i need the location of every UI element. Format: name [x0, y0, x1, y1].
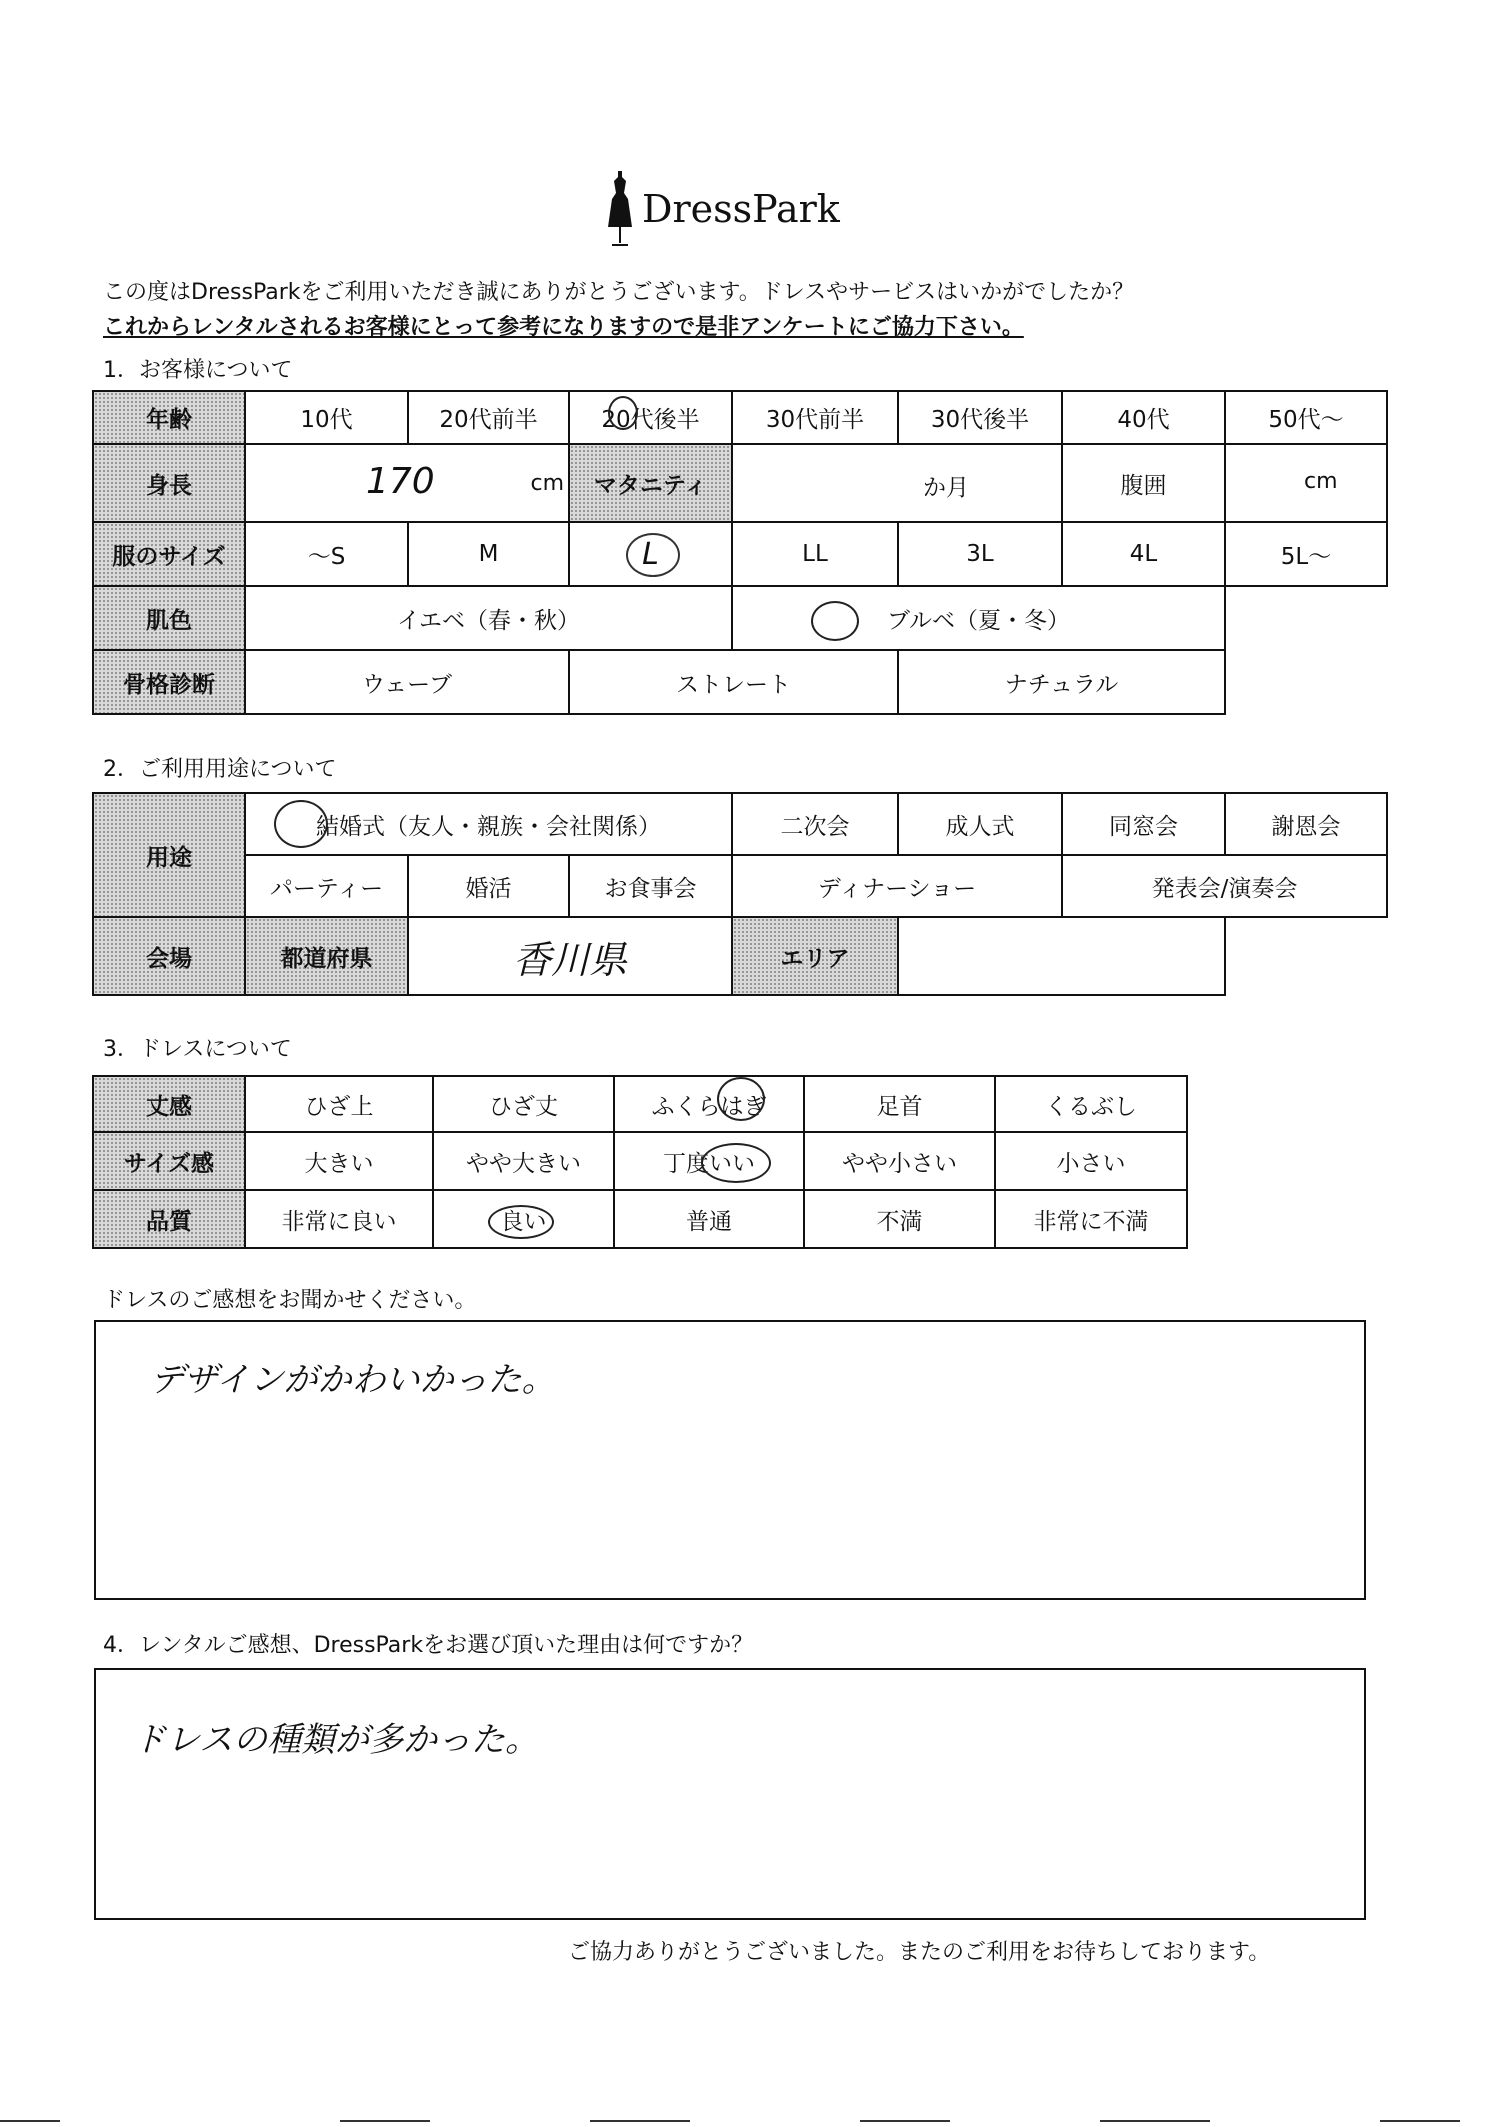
- prefecture-value: 香川県: [513, 937, 628, 982]
- fit-option[interactable]: やや小さい: [804, 1132, 995, 1190]
- quality-label: 品質: [93, 1190, 245, 1248]
- section-3-title: 3．ドレスについて: [103, 1037, 292, 1062]
- rental-comment-text: ドレスの種類が多かった。: [132, 1720, 539, 1760]
- purpose-table: [92, 792, 1388, 996]
- area-field[interactable]: [898, 917, 1225, 995]
- size-option[interactable]: 5L～: [1225, 522, 1387, 586]
- fit-selected-label: 丁度いい: [663, 1150, 755, 1177]
- height-field[interactable]: [245, 444, 569, 522]
- height-row: [93, 444, 1387, 522]
- quality-row: [93, 1190, 1187, 1248]
- length-row: [93, 1076, 1187, 1132]
- height-label: 身長: [93, 444, 245, 522]
- length-option[interactable]: くるぶし: [995, 1076, 1187, 1132]
- dress-comment-box[interactable]: [94, 1320, 1366, 1600]
- length-option[interactable]: 足首: [804, 1076, 995, 1132]
- rental-comment-box[interactable]: [94, 1668, 1366, 1920]
- purpose-option[interactable]: 発表会/演奏会: [1062, 855, 1387, 917]
- quality-selected-label: 良い: [500, 1208, 547, 1235]
- age-option[interactable]: 50代～: [1225, 391, 1387, 444]
- scan-artifact-line: [340, 2120, 430, 2122]
- age-option-label: 20代後半: [601, 407, 700, 433]
- dresspark-logo: [600, 165, 860, 255]
- scan-artifact-line: [1380, 2120, 1460, 2122]
- section-4-title: 4．レンタルご感想、DressParkをお選び頂いた理由は何ですか？: [103, 1633, 754, 1658]
- body-type-option[interactable]: ナチュラル: [898, 650, 1225, 714]
- section-1-title: 1．お客様について: [103, 358, 293, 383]
- body-type-option[interactable]: ストレート: [569, 650, 898, 714]
- area-label: エリア: [732, 917, 898, 995]
- purpose-row-2: [93, 855, 1387, 917]
- prefecture-field[interactable]: [408, 917, 732, 995]
- height-value: 170: [366, 461, 435, 502]
- age-option[interactable]: 40代: [1062, 391, 1225, 444]
- dress-table: [92, 1075, 1188, 1249]
- brand-name: DressPark: [642, 187, 840, 231]
- purpose-option[interactable]: ディナーショー: [732, 855, 1062, 917]
- fit-option-selected[interactable]: [614, 1132, 804, 1190]
- quality-option-selected[interactable]: [433, 1190, 614, 1248]
- selection-mark: [811, 601, 859, 641]
- purpose-row-1: [93, 793, 1387, 855]
- prefecture-label: 都道府県: [245, 917, 408, 995]
- maternity-months-field[interactable]: [732, 444, 1062, 522]
- selection-mark: [717, 1077, 765, 1121]
- length-option[interactable]: ひざ丈: [433, 1076, 614, 1132]
- fit-option[interactable]: 大きい: [245, 1132, 433, 1190]
- maternity-label: マタニティ: [569, 444, 732, 522]
- intro-line-2: これからレンタルされるお客様にとって参考になりますので是非アンケートにご協力下さい。: [103, 315, 1024, 340]
- fit-option[interactable]: やや大きい: [433, 1132, 614, 1190]
- size-option[interactable]: LL: [732, 522, 898, 586]
- purpose-label: 用途: [93, 793, 245, 917]
- purpose-option-wedding[interactable]: [245, 793, 732, 855]
- age-option[interactable]: 30代後半: [898, 391, 1062, 444]
- body-type-label: 骨格診断: [93, 650, 245, 714]
- thanks-message: ご協力ありがとうございました。またのご利用をお待ちしております。: [568, 1940, 1271, 1965]
- size-option[interactable]: M: [408, 522, 569, 586]
- section-2-title: 2．ご利用用途について: [103, 757, 337, 782]
- selection-mark: [626, 533, 680, 577]
- quality-option[interactable]: 非常に不満: [995, 1190, 1187, 1248]
- scan-artifact-line: [1100, 2120, 1210, 2122]
- fit-option[interactable]: 小さい: [995, 1132, 1187, 1190]
- age-option[interactable]: 10代: [245, 391, 408, 444]
- months-unit: か月: [923, 475, 969, 501]
- skin-option-yellow[interactable]: イエベ（春・秋）: [245, 586, 732, 650]
- purpose-option[interactable]: お食事会: [569, 855, 732, 917]
- age-option[interactable]: 30代前半: [732, 391, 898, 444]
- fit-row: [93, 1132, 1187, 1190]
- size-option-selected[interactable]: [569, 522, 732, 586]
- scan-artifact-line: [860, 2120, 950, 2122]
- body-type-option[interactable]: ウェーブ: [245, 650, 569, 714]
- purpose-option[interactable]: 同窓会: [1062, 793, 1225, 855]
- quality-option[interactable]: 普通: [614, 1190, 804, 1248]
- fit-label: サイズ感: [93, 1132, 245, 1190]
- size-selected-label: L: [642, 536, 659, 572]
- height-unit: cm: [530, 471, 564, 496]
- scan-artifact-line: [590, 2120, 690, 2122]
- purpose-option[interactable]: 成人式: [898, 793, 1062, 855]
- length-option-selected[interactable]: [614, 1076, 804, 1132]
- length-label: 丈感: [93, 1076, 245, 1132]
- selection-mark: [608, 396, 638, 430]
- skin-label: 肌色: [93, 586, 245, 650]
- selection-mark: [701, 1143, 771, 1183]
- empty-cell: [1225, 650, 1387, 714]
- length-option[interactable]: ひざ上: [245, 1076, 433, 1132]
- size-option[interactable]: 4L: [1062, 522, 1225, 586]
- size-row: [93, 522, 1387, 586]
- dress-mannequin-icon: [600, 165, 640, 255]
- dress-comment-text: デザインがかわいかった。: [150, 1360, 556, 1400]
- purpose-wedding-label: 結婚式（友人・親族・会社関係）: [316, 813, 662, 840]
- purpose-option[interactable]: 二次会: [732, 793, 898, 855]
- venue-row: [93, 917, 1387, 995]
- empty-cell: [1225, 586, 1387, 650]
- dress-comment-prompt: ドレスのご感想をお聞かせください。: [103, 1288, 477, 1313]
- age-row: [93, 391, 1387, 444]
- age-label: 年齢: [93, 391, 245, 444]
- purpose-option[interactable]: パーティー: [245, 855, 408, 917]
- venue-label: 会場: [93, 917, 245, 995]
- empty-cell: [1225, 917, 1387, 995]
- intro-line-1: この度はDressParkをご利用いただき誠にありがとうございます。ドレスやサービスはいかがでしたか？: [103, 280, 1135, 305]
- quality-option[interactable]: 非常に良い: [245, 1190, 433, 1248]
- size-option[interactable]: ～S: [245, 522, 408, 586]
- customer-table: [92, 390, 1388, 715]
- size-option[interactable]: 3L: [898, 522, 1062, 586]
- quality-option[interactable]: 不満: [804, 1190, 995, 1248]
- skin-row: [93, 586, 1387, 650]
- selection-mark: [274, 800, 328, 848]
- length-selected-label: ふくらはぎ: [651, 1093, 767, 1120]
- size-label: 服のサイズ: [93, 522, 245, 586]
- purpose-option[interactable]: 婚活: [408, 855, 569, 917]
- body-type-row: [93, 650, 1387, 714]
- waist-field[interactable]: [1225, 444, 1387, 522]
- scan-artifact-line: [0, 2120, 60, 2122]
- waist-unit: cm: [1304, 469, 1338, 494]
- skin-blue-label: ブルベ（夏・冬）: [886, 607, 1071, 634]
- skin-option-blue[interactable]: [732, 586, 1225, 650]
- waist-label: 腹囲: [1062, 444, 1225, 522]
- age-option-selected[interactable]: [569, 391, 732, 444]
- purpose-option[interactable]: 謝恩会: [1225, 793, 1387, 855]
- age-option[interactable]: 20代前半: [408, 391, 569, 444]
- selection-mark: [488, 1205, 554, 1239]
